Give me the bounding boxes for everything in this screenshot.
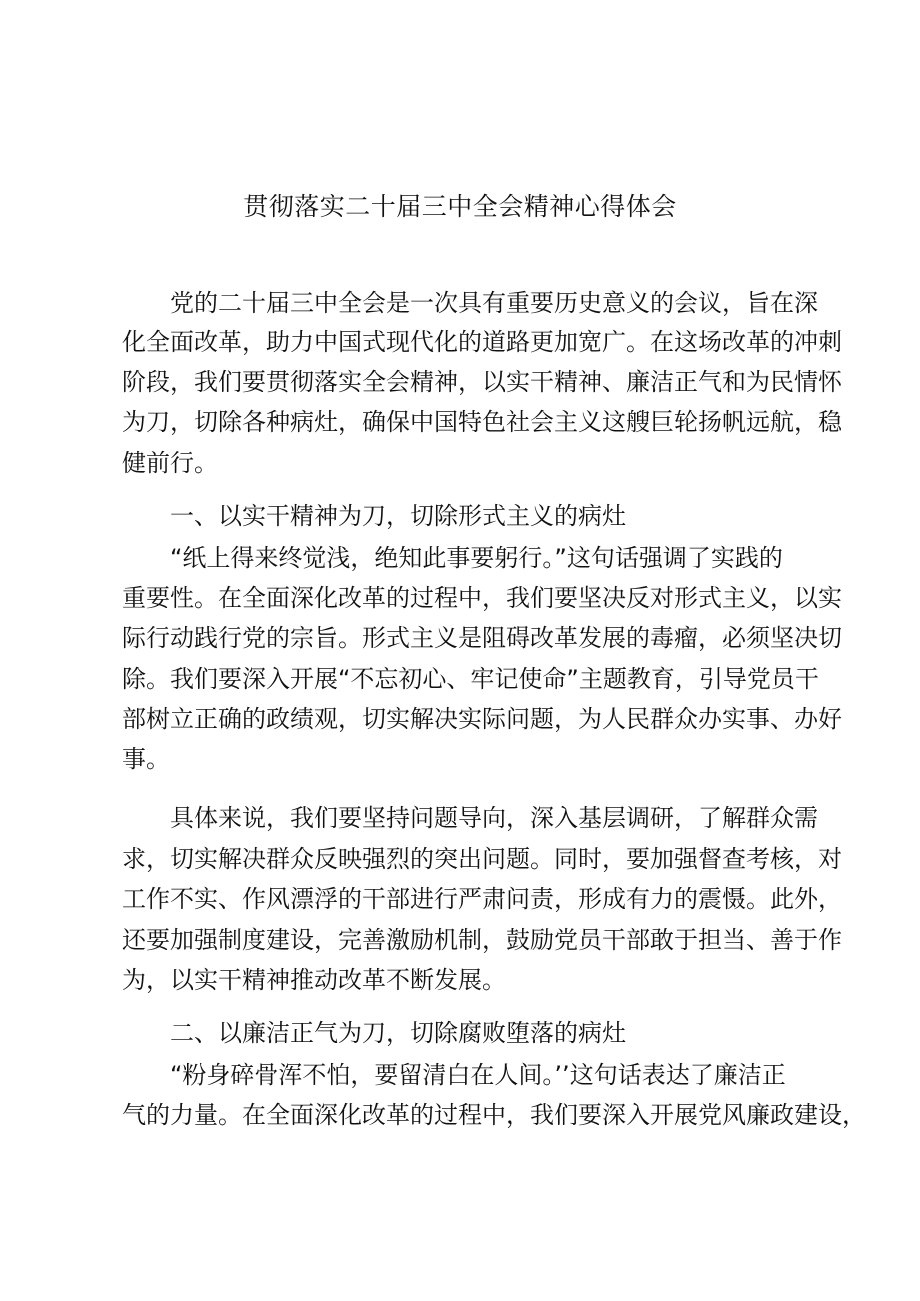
body-line: 部树立正确的政绩观，切实解决实际问题，为人民群众办实事、办好 bbox=[122, 705, 842, 733]
section-heading: 一、以实干精神为刀，切除形式主义的病灶 bbox=[122, 502, 626, 530]
body-line: 还要加强制度建设，完善激励机制，鼓励党员干部敢于担当、善于作 bbox=[122, 926, 842, 954]
body-line: 为，以实干精神推动改革不断发展。 bbox=[122, 966, 506, 994]
body-line: 求，切实解决群众反映强烈的突出问题。同时，要加强督查考核，对 bbox=[122, 845, 842, 873]
document-title: 贯彻落实二十届三中全会精神心得体会 bbox=[243, 192, 677, 221]
body-line: 具体来说，我们要坚持问题导向，深入基层调研，了解群众需 bbox=[122, 804, 818, 832]
body-line: 重要性。在全面深化改革的过程中，我们要坚决反对形式主义，以实 bbox=[122, 584, 842, 612]
body-line: “粉身碎骨浑不怕，要留清白在人间。’’这句话表达了廉洁正 bbox=[122, 1061, 786, 1089]
section-heading: 二、以廉洁正气为刀，切除腐败堕落的病灶 bbox=[122, 1019, 626, 1047]
body-line: 际行动践行党的宗旨。形式主义是阻碍改革发展的毒瘤，必须坚决切 bbox=[122, 624, 842, 652]
body-line: 党的二十届三中全会是一次具有重要历史意义的会议，旨在深 bbox=[122, 289, 818, 317]
body-line: 健前行。 bbox=[122, 449, 218, 477]
body-line: 化全面改革，助力中国式现代化的道路更加宽广。在这场改革的冲刺 bbox=[122, 328, 842, 356]
body-line: 为刀，切除各种病灶，确保中国特色社会主义这艘巨轮扬帆远航，稳 bbox=[122, 408, 842, 436]
body-line: 工作不实、作风漂浮的干部进行严肃问责，形成有力的震慑。此外， bbox=[122, 885, 842, 913]
body-line: “纸上得来终觉浅，绝知此事要躬行。”这句话强调了实践的 bbox=[122, 544, 783, 572]
body-line: 阶段，我们要贯彻落实全会精神，以实干精神、廉洁正气和为民情怀 bbox=[122, 368, 842, 396]
body-line: 事。 bbox=[122, 745, 170, 773]
body-line: 气的力量。在全面深化改革的过程中，我们要深入开展党风廉政建设， bbox=[122, 1101, 866, 1129]
body-line: 除。我们要深入开展“不忘初心、牢记使命”主题教育，引导党员干 bbox=[122, 665, 819, 693]
